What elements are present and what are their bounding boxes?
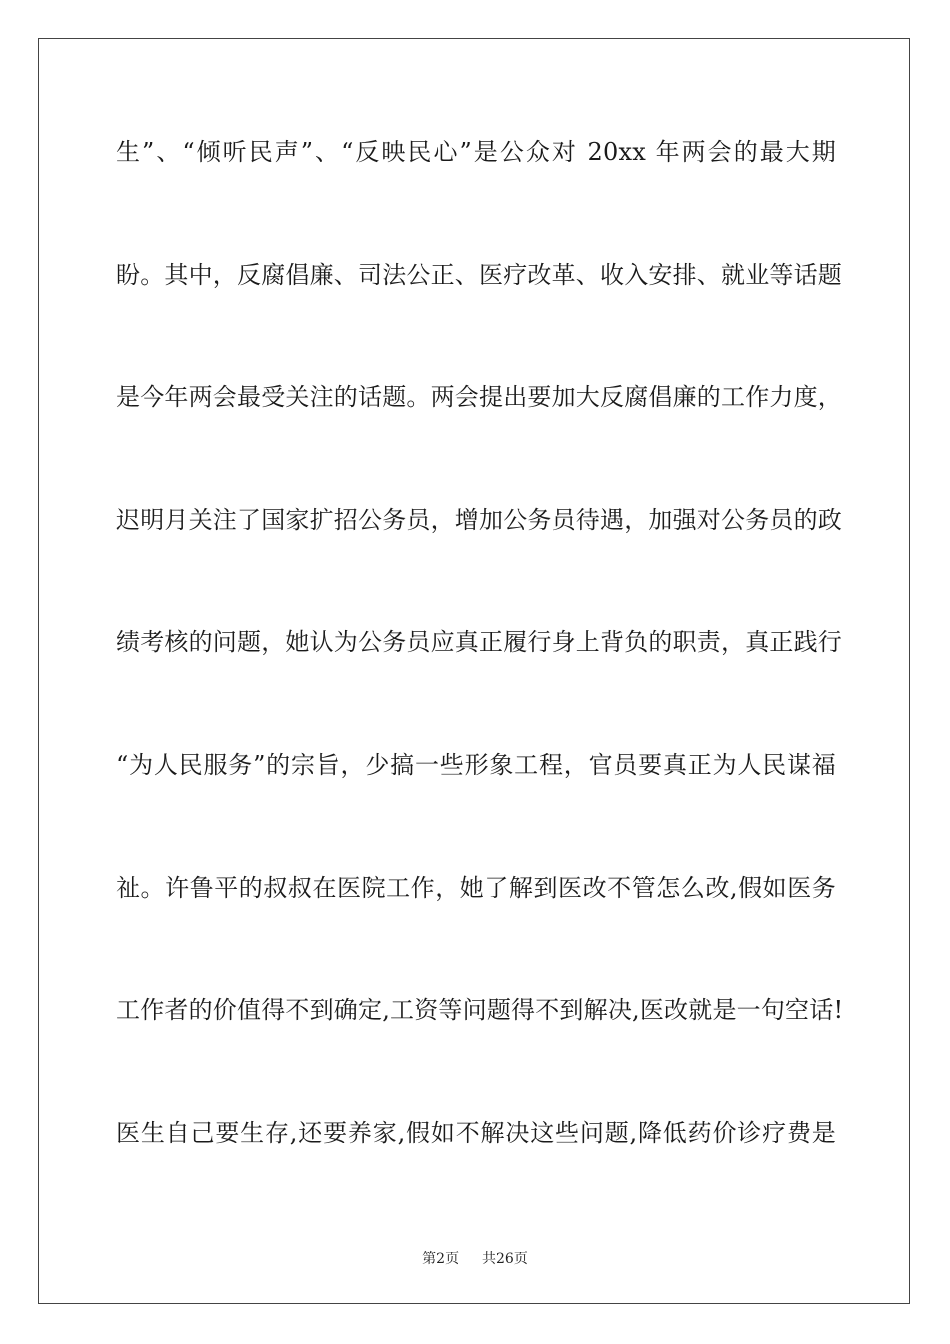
page-number: 第2页 [422, 1251, 460, 1267]
text-line-2: 盼。其中，反腐倡廉、司法公正、医疗改革、收入安排、就业等话题 [116, 260, 842, 289]
text-line-7: 祉。许鲁平的叔叔在医院工作，她了解到医改不管怎么改,假如医务 [116, 873, 836, 902]
text-line-3: 是今年两会最受关注的话题。两会提出要加大反腐倡廉的工作力度， [116, 383, 842, 412]
document-body [116, 130, 844, 1233]
text-line-4: 迟明月关注了国家扩招公务员，增加公务员待遇，加强对公务员的政 [116, 505, 842, 534]
text-line-5: 绩考核的问题，她认为公务员应真正履行身上背负的职责，真正践行 [116, 628, 842, 657]
total-pages: 共26页 [482, 1251, 528, 1267]
text-line-6: “为人民服务”的宗旨，少搞一些形象工程，官员要真正为人民谋福 [116, 750, 836, 779]
text-line-1: 生”、“倾听民声”、“反映民心”是公众对 20xx 年两会的最大期 [116, 138, 836, 166]
text-line-9: 医生自己要生存,还要养家,假如不解决这些问题,降低药价诊疗费是 [116, 1118, 836, 1147]
text-line-8: 工作者的价值得不到确定,工资等问题得不到解决,医改就是一句空话! [116, 996, 844, 1025]
page-footer [0, 1248, 950, 1268]
